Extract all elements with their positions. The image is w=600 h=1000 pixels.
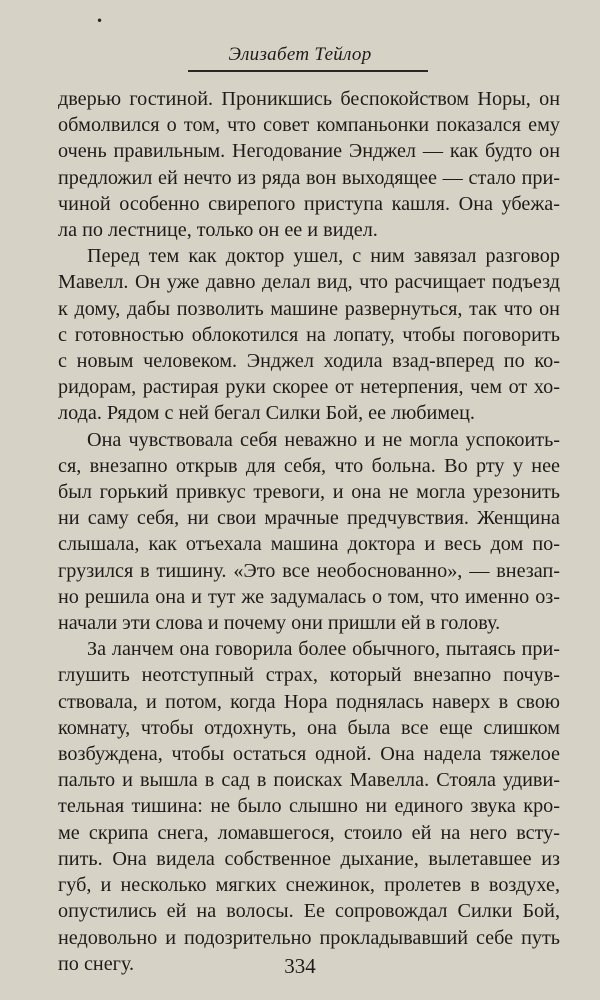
text-line: был горький привкус тревоги, и она не могла урезонить [58,481,560,504]
text-line: но решила она и тут же задумалась о том, что именно оз- [58,585,560,608]
text-line: пальто и вышла в сад в поисках Мавелла. Стояла удиви- [58,769,560,792]
text-line: дверью гостиной. Проникшись беспокойством Норы, он [58,88,560,110]
text-line: с новым человеком. Энджел ходила взад-вперед по ко- [58,350,560,373]
text-line: ридорам, растирая руки скорее от нетерпения, чем от хо- [58,376,560,399]
paragraph [58,243,560,426]
text-line: глушить неотступный страх, который внезапно почув- [58,664,560,687]
text-line: грузился в тишину. «Это все необоснованно», — внезап- [58,559,560,582]
text-line: ся, внезапно открыв для себя, что больна. Во рту у нее [58,454,560,477]
body-text [58,86,560,977]
paragraph [58,636,560,977]
text-line: тельная тишина: не было слышно ни единого звука кро- [58,795,560,818]
text-line: Перед тем как доктор ушел, с ним завязал разговор [87,245,560,268]
text-line: чиной особенно свирепого приступа кашля. Она убежа- [58,192,560,215]
text-line: ла по лестнице, только он ее и видел. [58,219,378,242]
text-line: комнату, чтобы отдохнуть, она была все еще слишком [58,716,560,739]
page-number: 334 [284,954,316,978]
paragraph [58,427,560,637]
text-line: недовольно и подозрительно прокладывавший себе путь [58,926,560,949]
text-line: губ, и несколько мягких снежинок, пролетев в воздухе, [58,874,560,897]
text-line: обмолвился о том, что совет компаньонки показался ему [58,114,560,137]
text-line: пить. Она видела собственное дыхание, вылетавшее из [58,847,560,870]
text-line: возбуждена, чтобы остаться одной. Она надела тяжелое [58,743,560,766]
text-line: с готовностью облокотился на лопату, чтобы поговорить [58,323,560,346]
text-line: очень правильным. Негодование Энджел — как будто он [58,140,560,163]
text-line: начали эти слова и почему они пришли ей в голову. [58,612,501,635]
text-line: Мавелл. Он уже давно делал вид, что расчищает подъезд [58,271,560,294]
corner-mark: • [96,14,104,28]
text-line: ствовала, и потом, когда Нора поднялась наверх в свою [58,690,560,713]
text-line: ме скрипа снега, ломавшегося, стоило ей на него всту- [58,821,560,844]
text-line: Она чувствовала себя неважно и не могла успокоить- [87,428,560,451]
header-rule [188,70,428,72]
text-line: ни саму себя, ни свои мрачные предчувствия. Женщина [58,507,560,530]
text-line: к дому, дабы позволить машине развернуться, так что он [58,297,560,320]
text-line: За ланчем она говорила более обычного, пытаясь при- [87,638,560,661]
text-line: лода. Рядом с ней бегал Силки Бой, ее любимец. [58,402,475,425]
text-line: предложил ей нечто из ряда вон выходящее — стало при- [58,166,560,189]
running-head: Элизабет Тейлор [228,44,372,65]
paragraph [58,86,560,243]
text-line: по снегу. [58,952,135,975]
text-line: слышала, как отъехала машина доктора и весь дом по- [58,533,560,556]
text-line: опустились ей на волосы. Ее сопровождал Силки Бой, [58,900,560,923]
